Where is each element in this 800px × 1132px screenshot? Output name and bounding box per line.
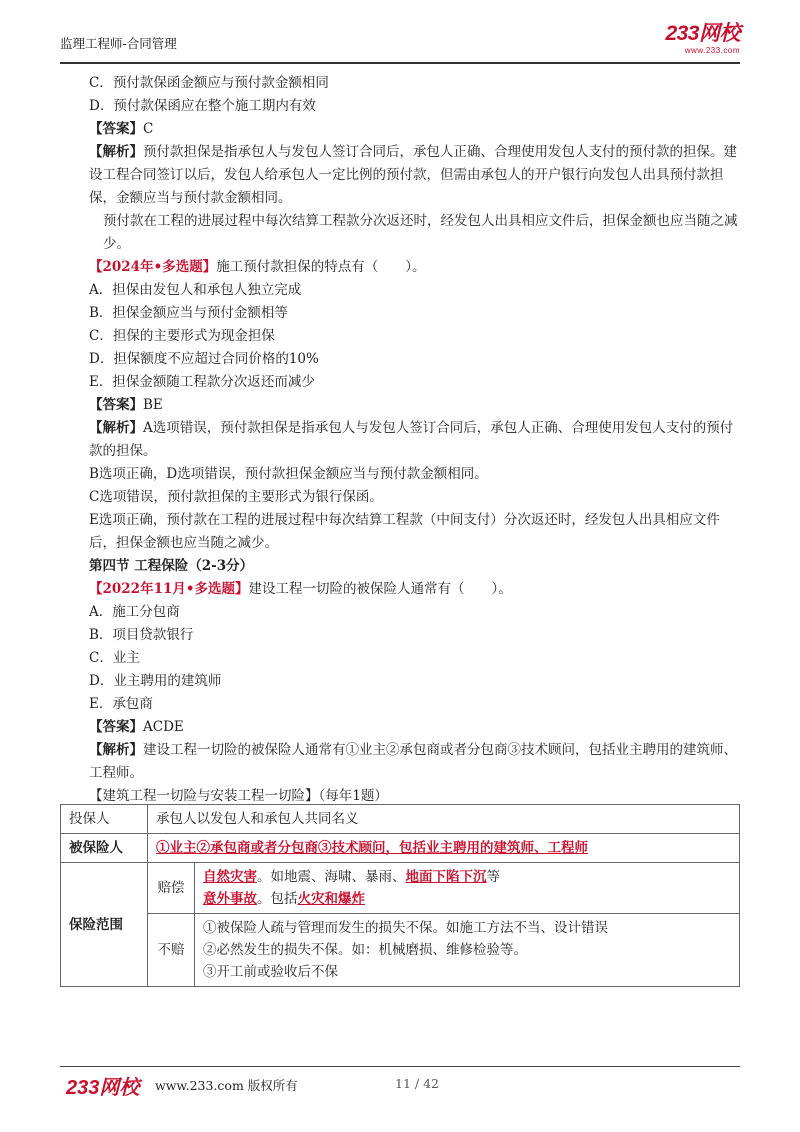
analysis-tag: 【解析】 — [89, 742, 143, 758]
row-value — [195, 863, 740, 914]
section-heading: 第四节 工程保险（2-3分） — [89, 558, 254, 574]
analysis-text: 预付款担保是指承包人与发包人签订合同后，承包人正确、合理使用发包人支付的预付款的担保。建设工程合同签订以后，发包人给承包人一定比例的预付款，但需由承包人的开户银行向发包人出具预付款担保，金额应当与预付款金额相同。 — [89, 144, 737, 206]
option-d: D．担保额度不应超过合同价格的10% — [89, 351, 319, 367]
answer-tag: 【答案】 — [89, 719, 143, 735]
option-a: A．担保由发包人和承包人独立完成 — [89, 282, 302, 298]
analysis-paragraph — [89, 417, 739, 463]
highlight-text: 自然灾害 — [203, 869, 257, 885]
analysis-b: B选项正确，D选项错误，预付款担保金额应当与预付款金额相同。 — [89, 466, 488, 482]
insured-parties: ①业主②承包商或者分包商③技术顾问，包括业主聘用的建筑师、工程师 — [156, 840, 588, 856]
highlight-text: 意外事故 — [203, 891, 257, 907]
answer-line — [89, 118, 739, 141]
document-title: 监理工程师-合同管理 — [60, 36, 177, 51]
plain-text: 。包括 — [257, 891, 298, 907]
table-row — [61, 805, 740, 834]
plain-text: 。如地震、海啸、暴雨、 — [257, 869, 406, 885]
question-text: 施工预付款担保的特点有（ ）。 — [216, 259, 426, 275]
question-text: 建设工程一切险的被保险人通常有（ ）。 — [248, 581, 512, 597]
analysis-c: C选项错误，预付款担保的主要形式为银行保函。 — [89, 489, 383, 505]
option-d: D．业主聘用的建筑师 — [89, 673, 222, 689]
table-row — [61, 914, 740, 987]
option-d: D．预付款保函应在整个施工期内有效 — [89, 98, 316, 114]
row-label: 投保人 — [61, 805, 148, 834]
brand-logo — [665, 22, 740, 55]
page-number: 11 / 42 — [395, 1076, 439, 1091]
option-c: C．预付款保函金额应与预付款金额相同 — [89, 75, 329, 91]
page-footer — [60, 1066, 740, 1097]
question-2022 — [89, 578, 739, 601]
table-title: 【建筑工程一切险与安装工程一切险】（每年1题） — [89, 788, 388, 804]
answer-line — [89, 716, 739, 739]
question-tag: 【2022年11月•多选题】 — [89, 581, 249, 597]
option-b: B．担保金额应当与预付金额相等 — [89, 305, 288, 321]
answer-value: ACDE — [143, 719, 184, 735]
analysis-text: 建设工程一切险的被保险人通常有①业主②承包商或者分包商③技术顾问，包括业主聘用的建筑师、工程师。 — [89, 742, 737, 781]
answer-line — [89, 394, 739, 417]
analysis-tag: 【解析】 — [89, 420, 143, 436]
coverage-line — [203, 866, 731, 888]
logo-url: www.233.com — [684, 46, 740, 55]
row-label: 保险范围 — [61, 863, 148, 987]
document-body — [89, 72, 739, 808]
option-c: C．担保的主要形式为现金担保 — [89, 328, 275, 344]
analysis-e: E选项正确，预付款在工程的进展过程中每次结算工程款（中间支付）分次返还时，经发包人出具相应文件后，担保金额也应当随之减少。 — [89, 512, 720, 551]
highlight-text: 火灾和爆炸 — [297, 891, 365, 907]
analysis-tag: 【解析】 — [89, 144, 143, 160]
row-value — [195, 914, 740, 987]
question-tag: 【2024年•多选题】 — [89, 259, 217, 275]
insurance-table — [60, 804, 740, 987]
option-c: C．业主 — [89, 650, 140, 666]
exclusion-line: ①被保险人疏与管理而发生的损失不保。如施工方法不当、设计错误 — [203, 920, 608, 936]
row-value — [148, 834, 740, 863]
sub-label: 不赔 — [148, 914, 195, 987]
highlight-text: 地面下陷下沉 — [405, 869, 487, 885]
option-a: A．施工分包商 — [89, 604, 180, 620]
question-2024 — [89, 256, 739, 279]
plain-text: 等 — [486, 869, 500, 885]
analysis-paragraph — [89, 739, 739, 785]
analysis-text: A选项错误，预付款担保是指承包人与发包人签订合同后，承包人正确、合理使用发包人支付的预付款的担保。 — [89, 420, 734, 459]
analysis-paragraph-2: 预付款在工程的进展过程中每次结算工程款分次返还时，经发包人出具相应文件后，担保金额也应当随之减少。 — [103, 213, 738, 252]
option-e: E．担保金额随工程款分次返还而减少 — [89, 374, 315, 390]
logo-text: 233网校 — [665, 22, 740, 45]
exclusion-line: ②必然发生的损失不保。如：机械磨损、维修检验等。 — [203, 942, 527, 958]
answer-value: BE — [143, 397, 163, 413]
table-row — [61, 834, 740, 863]
row-label: 被保险人 — [61, 834, 148, 863]
page-header — [60, 22, 740, 64]
analysis-paragraph — [89, 141, 739, 210]
exclusion-line: ③开工前或验收后不保 — [203, 964, 338, 980]
table-row — [61, 863, 740, 914]
answer-tag: 【答案】 — [89, 121, 143, 137]
sub-label: 赔偿 — [148, 863, 195, 914]
answer-value: C — [143, 121, 154, 137]
footer-logo: 233网校 — [66, 1077, 140, 1099]
option-b: B．项目贷款银行 — [89, 627, 194, 643]
coverage-line — [203, 888, 731, 910]
option-e: E．承包商 — [89, 696, 153, 712]
footer-copyright: www.233.com 版权所有 — [155, 1078, 298, 1093]
answer-tag: 【答案】 — [89, 397, 143, 413]
row-value: 承包人以发包人和承包人共同名义 — [148, 805, 740, 834]
